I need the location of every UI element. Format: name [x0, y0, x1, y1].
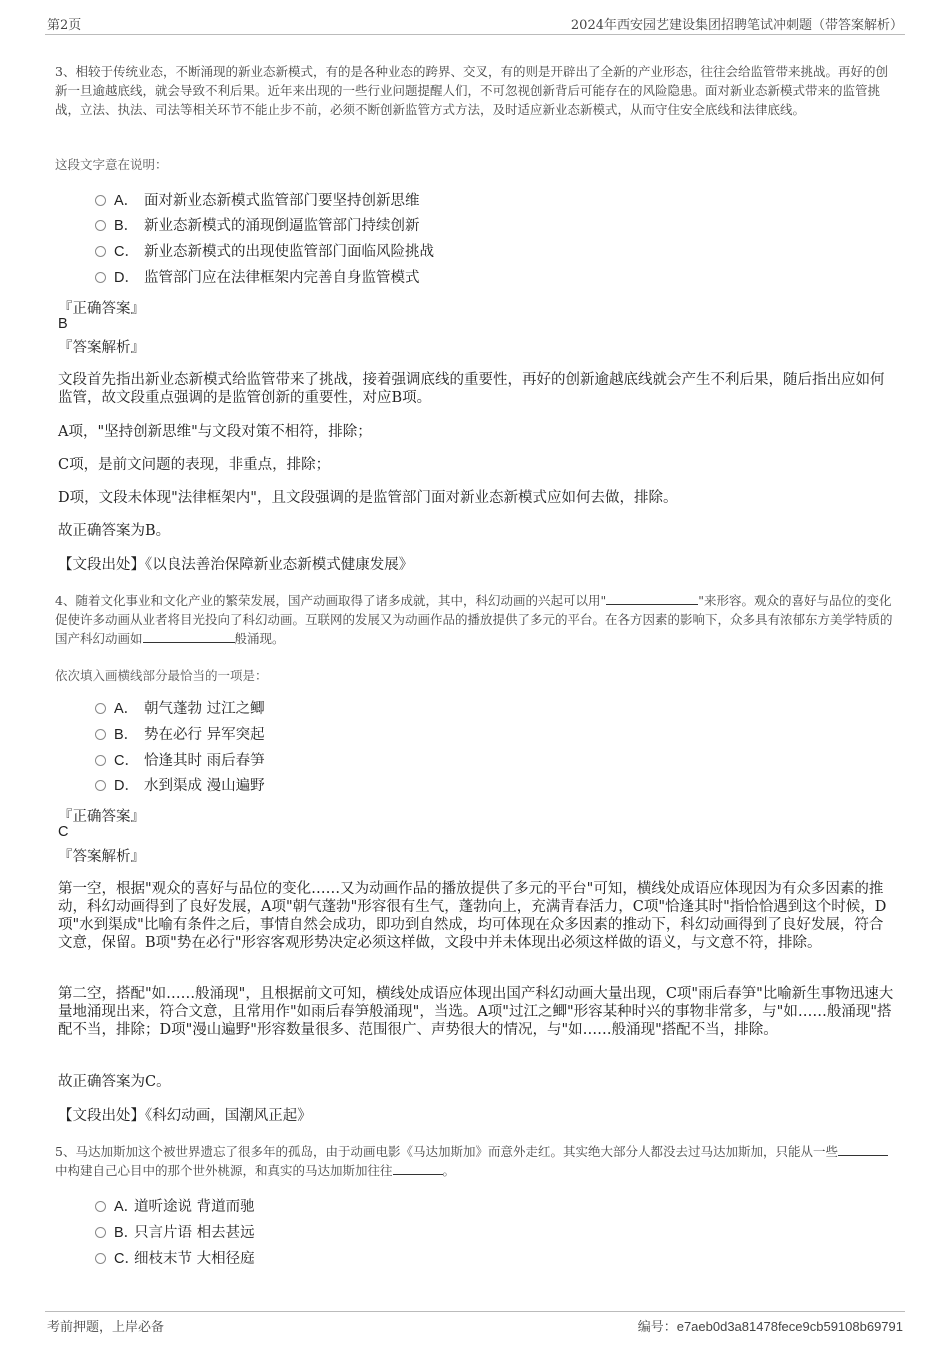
document-code: 编号：e7aeb0d3a81478fece9cb59108b69791	[637, 1319, 903, 1335]
q3-analysis-label: 『答案解析』	[58, 340, 145, 356]
question-5-text: 5、马达加斯加这个被世界遗忘了很多年的孤岛，由于动画电影《马达加斯加》而意外走红。其实绝大部分人都没去过马达加斯加，只能从一些中构建自己心目中的那个世外桃源，和真实的马达加斯加往往 。	[55, 1142, 900, 1180]
q3-option-d[interactable]: D． 监管部门应在法律框架内完善自身监管模式	[95, 267, 420, 289]
page-footer	[45, 1311, 905, 1334]
q3-source: 【文段出处】《以良法善治保障新业态新模式健康发展》	[58, 557, 414, 573]
q4-source: 【文段出处】《科幻动画，国潮风正起》	[58, 1108, 312, 1124]
radio-icon[interactable]	[95, 703, 106, 714]
radio-icon[interactable]	[95, 755, 106, 766]
fill-blank	[393, 1162, 443, 1175]
fill-blank	[838, 1143, 888, 1156]
q5-option-b[interactable]: B．只言片语 相去甚远	[95, 1222, 255, 1244]
q3-option-b[interactable]: B． 新业态新模式的涌现倒逼监管部门持续创新	[95, 215, 420, 237]
fill-blank	[143, 630, 235, 643]
q4-option-a[interactable]: A． 朝气蓬勃 过江之鲫	[95, 698, 265, 720]
radio-icon[interactable]	[95, 780, 106, 791]
radio-icon[interactable]	[95, 1253, 106, 1264]
q3-analysis-paragraph: C项，是前文问题的表现，非重点，排除；	[58, 457, 331, 473]
page-number: 第2页	[47, 18, 82, 33]
q4-option-b[interactable]: B． 势在必行 异军突起	[95, 724, 265, 746]
q4-analysis-paragraph: 故正确答案为C。	[58, 1074, 171, 1090]
radio-icon[interactable]	[95, 272, 106, 283]
radio-icon[interactable]	[95, 246, 106, 257]
q3-analysis-paragraph: 文段首先指出新业态新模式给监管带来了挑战，接着强调底线的重要性，再好的创新逾越底线就会产生不利后果，随后指出应如何监管，故文段重点强调的是监管创新的重要性，对应B项。	[58, 372, 885, 406]
q4-answer: C	[58, 824, 69, 840]
fill-blank	[606, 592, 698, 605]
question-3-prompt: 这段文字意在说明：	[55, 157, 168, 172]
page-header	[45, 14, 905, 35]
q4-option-d[interactable]: D． 水到渠成 漫山遍野	[95, 775, 265, 797]
footer-slogan: 考前押题，上岸必备	[47, 1320, 165, 1335]
q3-answer-label: 『正确答案』	[58, 301, 145, 317]
radio-icon[interactable]	[95, 220, 106, 231]
q4-analysis-label: 『答案解析』	[58, 849, 145, 865]
q4-answer-label: 『正确答案』	[58, 809, 145, 825]
question-4-text: 4、随着文化事业和文化产业的繁荣发展，国产动画取得了诸多成就，其中，科幻动画的兴起可以用" "来形容。观众的喜好与品位的变化促使许多动画从业者将目光投向了科幻动画。互联网的发展又为动画作品的播放提供了多元的平台。在各方因素的影响下，众多具有浓郁东方美学特质的国产科幻动画如 般涌现。	[55, 593, 893, 646]
q3-option-a[interactable]: A． 面对新业态新模式监管部门要坚持创新思维	[95, 190, 420, 212]
radio-icon[interactable]	[95, 1201, 106, 1212]
document-title: 2024年西安园艺建设集团招聘笔试冲刺题（带答案解析）	[570, 18, 903, 33]
q4-analysis-paragraph: 第二空，搭配"如……般涌现"，且根据前文可知，横线处成语应体现出国产科幻动画大量出现，C项"雨后春笋"比喻新生事物迅速大量地涌现出来，符合文意，且常用作"如雨后春笋般涌现"，当选。A项"过江之鲫"形容某种时兴的事物非常多，与"如……般涌现"搭配不当，排除；D项"漫山遍野"形容数量很多、范围很广、声势很大的情况，与"如……般涌现"搭配不当，排除。	[58, 986, 894, 1038]
q3-analysis-paragraph: A项，"坚持创新思维"与文段对策不相符，排除；	[58, 424, 372, 440]
q3-analysis-paragraph: D项，文段未体现"法律框架内"，且文段强调的是监管部门面对新业态新模式应如何去做，排除。	[58, 490, 678, 506]
question-3-text: 3、相较于传统业态，不断涌现的新业态新模式，有的是各种业态的跨界、交叉，有的则是开辟出了全新的产业形态，往往会给监管带来挑战。再好的创新一旦逾越底线，就会导致不利后果。近年来出现的一些行业问题提醒人们，不可忽视创新背后可能存在的风险隐患。面对新业态新模式带来的监管挑战，立法、执法、司法等相关环节不能止步不前，必须不断创新监管方式方法，及时适应新业态新模式，从而守住安全底线和法律底线。	[55, 64, 888, 117]
question-4-prompt: 依次填入画横线部分最恰当的一项是：	[55, 668, 268, 683]
q5-option-c[interactable]: C．细枝末节 大相径庭	[95, 1248, 255, 1270]
radio-icon[interactable]	[95, 1227, 106, 1238]
q4-analysis-paragraph: 第一空，根据"观众的喜好与品位的变化……又为动画作品的播放提供了多元的平台"可知，横线处成语应体现因为有众多因素的推动，科幻动画得到了良好发展，A项"朝气蓬勃"形容很有生气，蓬勃向上，充满青春活力，C项"恰逢其时"指恰恰遇到这个时候，D项"水到渠成"比喻有条件之后，事情自然会成功，即功到自然成，均可体现在众多因素的推动下，科幻动画得到了良好发展，符合文意，保留。B项"势在必行"形容客观形势决定必须这样做，文段中并未体现出必须这样做的语义，与文意不符，排除。	[58, 881, 887, 951]
radio-icon[interactable]	[95, 195, 106, 206]
q4-option-c[interactable]: C． 恰逢其时 雨后春笋	[95, 750, 265, 772]
q5-option-a[interactable]: A．道听途说 背道而驰	[95, 1196, 255, 1218]
radio-icon[interactable]	[95, 729, 106, 740]
q3-answer: B	[58, 316, 68, 332]
q3-option-c[interactable]: C． 新业态新模式的出现使监管部门面临风险挑战	[95, 241, 434, 263]
q3-analysis-paragraph: 故正确答案为B。	[58, 523, 171, 539]
